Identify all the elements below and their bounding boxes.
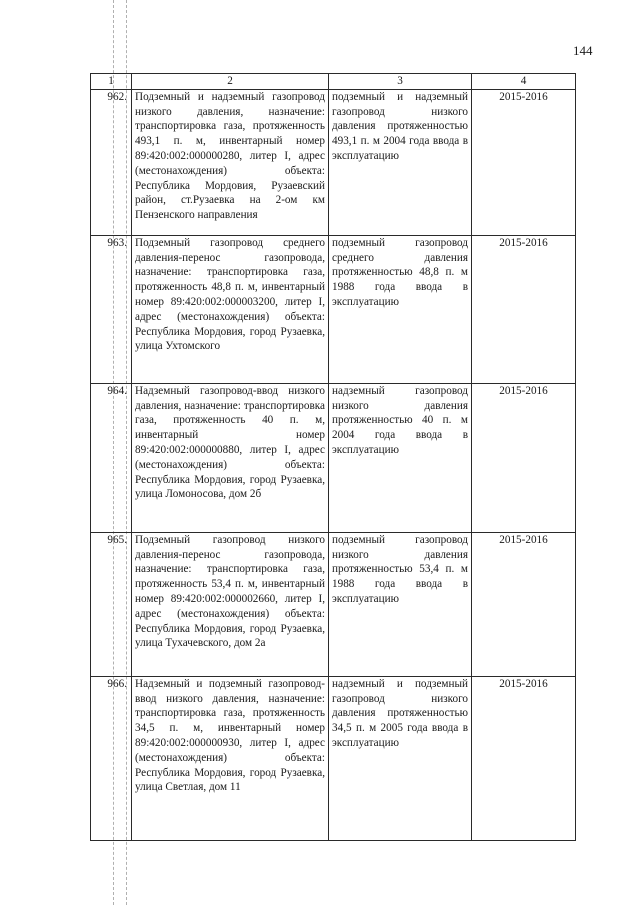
object-description: Подземный газопровод среднего давления-перенос газопровода, назначение: транспортировка газа, протяженность 48,8 п. м, инвентарный номер 89:420:002:000003200, литер I, адрес (местонахождения) объекта: Республика Мордовия, город Рузаевка, улица Ухтомского bbox=[132, 235, 329, 383]
row-number: 965. bbox=[91, 532, 132, 676]
table-row bbox=[91, 235, 576, 383]
object-characteristics: подземный газопровод низкого давления протяженностью 53,4 п. м 1988 года ввода в эксплуатацию bbox=[329, 532, 472, 676]
registry-table bbox=[90, 73, 576, 841]
period-cell: 2015-2016 bbox=[472, 676, 576, 840]
object-characteristics: надземный и подземный газопровод низкого давления протяженностью 34,5 п. м 2005 года ввода в эксплуатацию bbox=[329, 676, 472, 840]
object-characteristics: надземный газопровод низкого давления протяженностью 40 п. м 2004 года ввода в эксплуатацию bbox=[329, 383, 472, 532]
period-cell: 2015-2016 bbox=[472, 89, 576, 235]
period-cell: 2015-2016 bbox=[472, 383, 576, 532]
column-header: 2 bbox=[132, 74, 329, 90]
column-header: 1 bbox=[91, 74, 132, 90]
row-number: 962. bbox=[91, 89, 132, 235]
object-characteristics: подземный газопровод среднего давления протяженностью 48,8 п. м 1988 года ввода в эксплуатацию bbox=[329, 235, 472, 383]
object-description: Надземный газопровод-ввод низкого давления, назначение: транспортировка газа, протяженность 40 п. м, инвентарный номер 89:420:002:000000880, литер I, адрес (местонахождения) объекта: Республика Мордовия, город Рузаевка, улица Ломоносова, дом 2б bbox=[132, 383, 329, 532]
object-characteristics: подземный и надземный газопровод низкого давления протяженностью 493,1 п. м 2004 года ввода в эксплуатацию bbox=[329, 89, 472, 235]
period-cell: 2015-2016 bbox=[472, 532, 576, 676]
column-header: 4 bbox=[472, 74, 576, 90]
table-header-row bbox=[91, 74, 576, 90]
row-number: 966. bbox=[91, 676, 132, 840]
column-header: 3 bbox=[329, 74, 472, 90]
row-number: 963. bbox=[91, 235, 132, 383]
table-row bbox=[91, 676, 576, 840]
row-number: 964. bbox=[91, 383, 132, 532]
page-number: 144 bbox=[573, 43, 593, 58]
object-description: Надземный и подземный газопровод-ввод низкого давления, назначение: транспортировка газа, протяженность 34,5 п. м, инвентарный номер 89:420:002:000000930, литер I, адрес (местонахождения) объекта: Республика Мордовия, город Рузаевка, улица Светлая, дом 11 bbox=[132, 676, 329, 840]
table-row bbox=[91, 383, 576, 532]
object-description: Подземный и надземный газопровод низкого давления, назначение: транспортировка газа, протяженность 493,1 п. м, инвентарный номер 89:420:002:000000280, литер I, адрес (местонахождения) объекта: Республика Мордовия, Рузаевский район, ст.Рузаевка на 2-ом км Пензенского направления bbox=[132, 89, 329, 235]
object-description: Подземный газопровод низкого давления-перенос газопровода, назначение: транспортировка газа, протяженность 53,4 п. м, инвентарный номер 89:420:002:000002660, литер I, адрес (местонахождения) объекта: Республика Мордовия, город Рузаевка, улица Тухачевского, дом 2а bbox=[132, 532, 329, 676]
table-row bbox=[91, 89, 576, 235]
table-row bbox=[91, 532, 576, 676]
period-cell: 2015-2016 bbox=[472, 235, 576, 383]
